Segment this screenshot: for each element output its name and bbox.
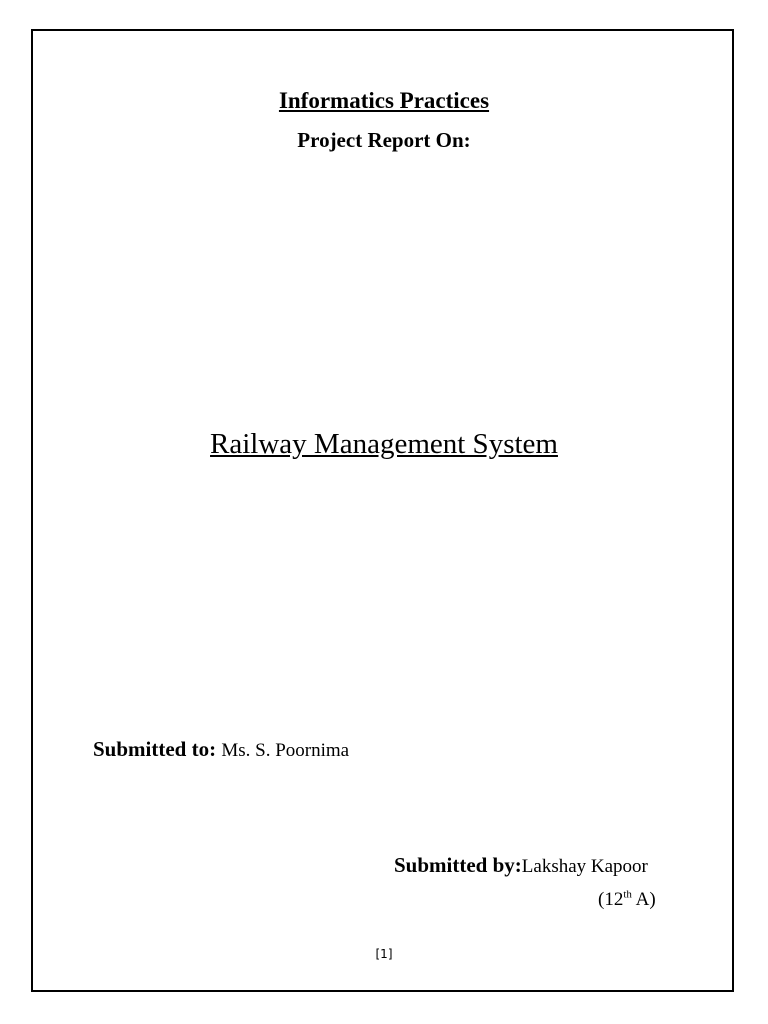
submitted-by-line — [394, 852, 648, 880]
student-class — [598, 888, 656, 912]
submitted-by-name: Lakshay Kapoor — [521, 856, 648, 877]
page-border — [31, 29, 734, 992]
project-title: Railway Management System — [210, 428, 558, 460]
class-open: (12 — [598, 889, 624, 910]
subject-title: Informatics Practices — [278, 88, 490, 113]
submitted-to-name: Ms. S. Poornima — [221, 740, 350, 761]
class-suffix: th — [623, 888, 632, 901]
submitted-by-label: Submitted by: — [394, 853, 522, 877]
submitted-to-label: Submitted to: — [93, 737, 222, 761]
class-close: A) — [631, 889, 656, 910]
submitted-to-line — [93, 736, 349, 764]
page-number: [1] — [375, 947, 393, 961]
report-label: Project Report On: — [297, 128, 471, 152]
